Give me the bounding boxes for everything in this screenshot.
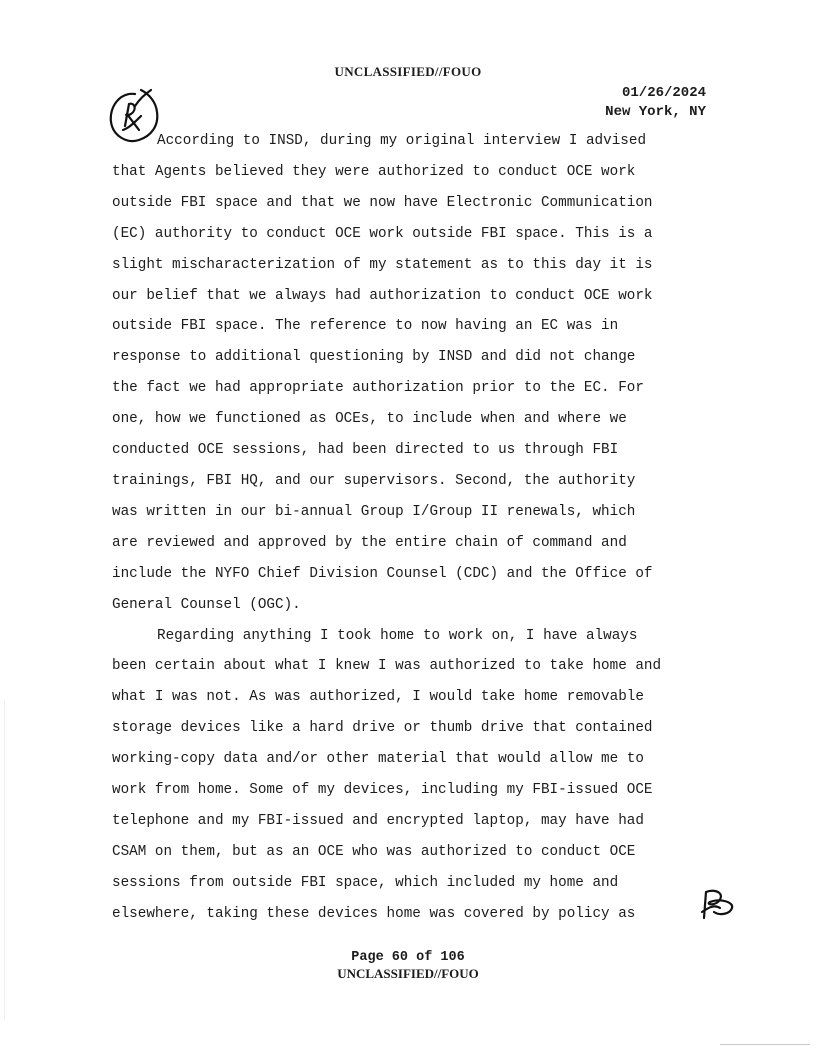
body-line: was written in our bi-annual Group I/Group II renewals, which — [112, 503, 636, 520]
body-line: Regarding anything I took home to work on, I have always — [157, 627, 638, 644]
page-footer — [0, 950, 816, 982]
body-line: outside FBI space. The reference to now having an EC was in — [112, 318, 619, 335]
body-line: CSAM on them, but as an OCE who was authorized to conduct OCE — [112, 843, 636, 860]
body-line: telephone and my FBI-issued and encrypted laptop, may have had — [112, 812, 644, 829]
body-line: working-copy data and/or other material that would allow me to — [112, 751, 644, 768]
body-line: the fact we had appropriate authorization prior to the EC. For — [112, 380, 644, 397]
body-line: According to INSD, during my original interview I advised — [157, 133, 647, 149]
document-date: 01/26/2024 — [621, 85, 706, 101]
body-line: our belief that we always had authorization to conduct OCE work — [112, 287, 653, 304]
document-location: New York, NY — [605, 104, 706, 120]
body-line: are reviewed and approved by the entire chain of command and — [112, 534, 627, 551]
body-line: elsewhere, taking these devices home was covered by policy as — [112, 905, 636, 922]
body-line: that Agents believed they were authorized to conduct OCE work — [112, 163, 636, 180]
document-body — [112, 126, 712, 930]
page-number: Page 60 of 106 — [351, 950, 465, 965]
body-line: General Counsel (OGC). — [112, 596, 301, 613]
body-line: trainings, FBI HQ, and our supervisors. Second, the authority — [112, 472, 636, 489]
classification-header: UNCLASSIFIED//FOUO — [334, 64, 482, 79]
body-line: conducted OCE sessions, had been directed to us through FBI — [112, 442, 619, 459]
body-line: include the NYFO Chief Division Counsel (CDC) and the Office of — [112, 565, 653, 582]
body-line: (EC) authority to conduct OCE work outside FBI space. This is a — [112, 225, 653, 242]
date-location-block — [605, 84, 706, 122]
classification-footer: UNCLASSIFIED//FOUO — [337, 966, 479, 981]
body-line: what I was not. As was authorized, I would take home removable — [112, 689, 644, 706]
handwritten-initials-bottom-icon — [696, 884, 738, 924]
body-line: sessions from outside FBI space, which included my home and — [112, 874, 619, 891]
paragraph-1 — [112, 126, 712, 621]
body-line: response to additional questioning by INSD and did not change — [112, 349, 636, 366]
paragraph-2 — [112, 621, 712, 930]
body-line: slight mischaracterization of my statement as to this day it is — [112, 256, 653, 273]
body-line: work from home. Some of my devices, including my FBI-issued OCE — [112, 782, 653, 799]
body-line: one, how we functioned as OCEs, to include when and where we — [112, 411, 627, 428]
scan-edge-line — [720, 1044, 810, 1045]
scan-left-edge — [4, 700, 5, 1020]
body-line: outside FBI space and that we now have Electronic Communication — [112, 194, 653, 211]
body-line: storage devices like a hard drive or thumb drive that contained — [112, 720, 653, 737]
body-line: been certain about what I knew I was authorized to take home and — [112, 658, 662, 675]
